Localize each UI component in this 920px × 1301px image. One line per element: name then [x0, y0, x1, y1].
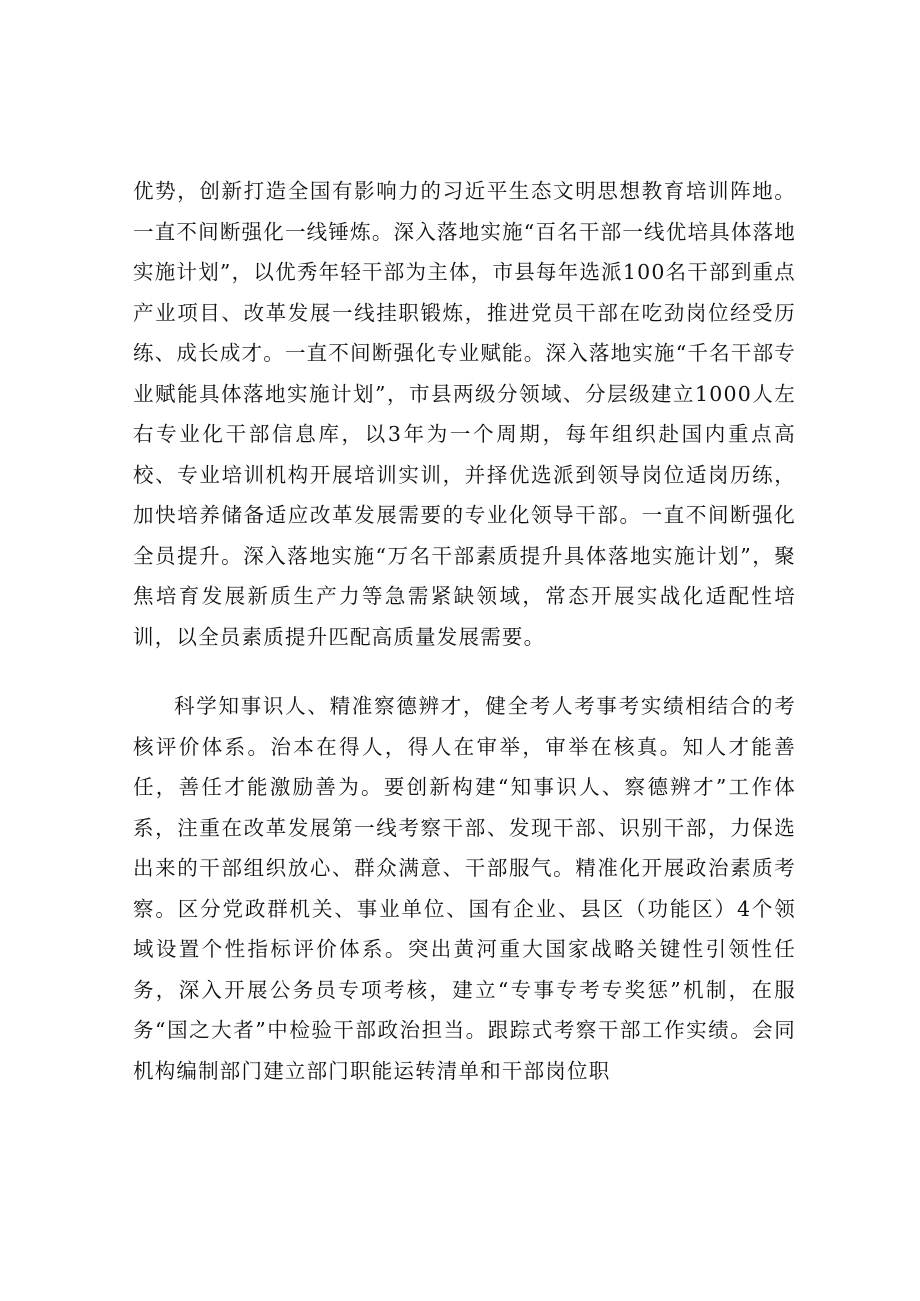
- paragraph-evaluation: 科学知事识人、精准察德辨才，健全考人考事考实绩相结合的考核评价体系。治本在得人，得人在审举，审举在核真。知人才能善任，善任才能激励善为。要创新构建“知事识人、察德辨才”工作体系，注重在改革发展第一线考察干部、发现干部、识别干部，力保选出来的干部组织放心、群众满意、干部服气。精准化开展政治素质考察。区分党政群机关、事业单位、国有企业、县区（功能区）4个领域设置个性指标评价体系。突出黄河重大国家战略关键性引领性任务，深入开展公务员专项考核，建立“专事专考专奖惩”机制，在服务“国之大者”中检验干部政治担当。跟踪式考察干部工作实绩。会同机构编制部门建立部门职能运转清单和干部岗位职: [133, 694, 796, 1083]
- paragraph-training: 优势，创新打造全国有影响力的习近平生态文明思想教育培训阵地。一直不间断强化一线锤炼。深入落地实施“百名干部一线优培具体落地实施计划”，以优秀年轻干部为主体，市县每年选派100名干部到重点产业项目、改革发展一线挂职锻炼，推进党员干部在吃劲岗位经受历练、成长成才。一直不间断强化专业赋能。深入落地实施“千名干部专业赋能具体落地实施计划”，市县两级分领域、分层级建立1000人左右专业化干部信息库，以3年为一个周期，每年组织赴国内重点高校、专业培训机构开展培训实训，并择优选派到领导岗位适岗历练，加快培养储备适应改革发展需要的专业化领导干部。一直不间断强化全员提升。深入落地实施“万名干部素质提升具体落地实施计划”，聚焦培育发展新质生产力等急需紧缺领域，常态开展实战化适配性培训，以全员素质提升匹配高质量发展需要。: [133, 179, 796, 649]
